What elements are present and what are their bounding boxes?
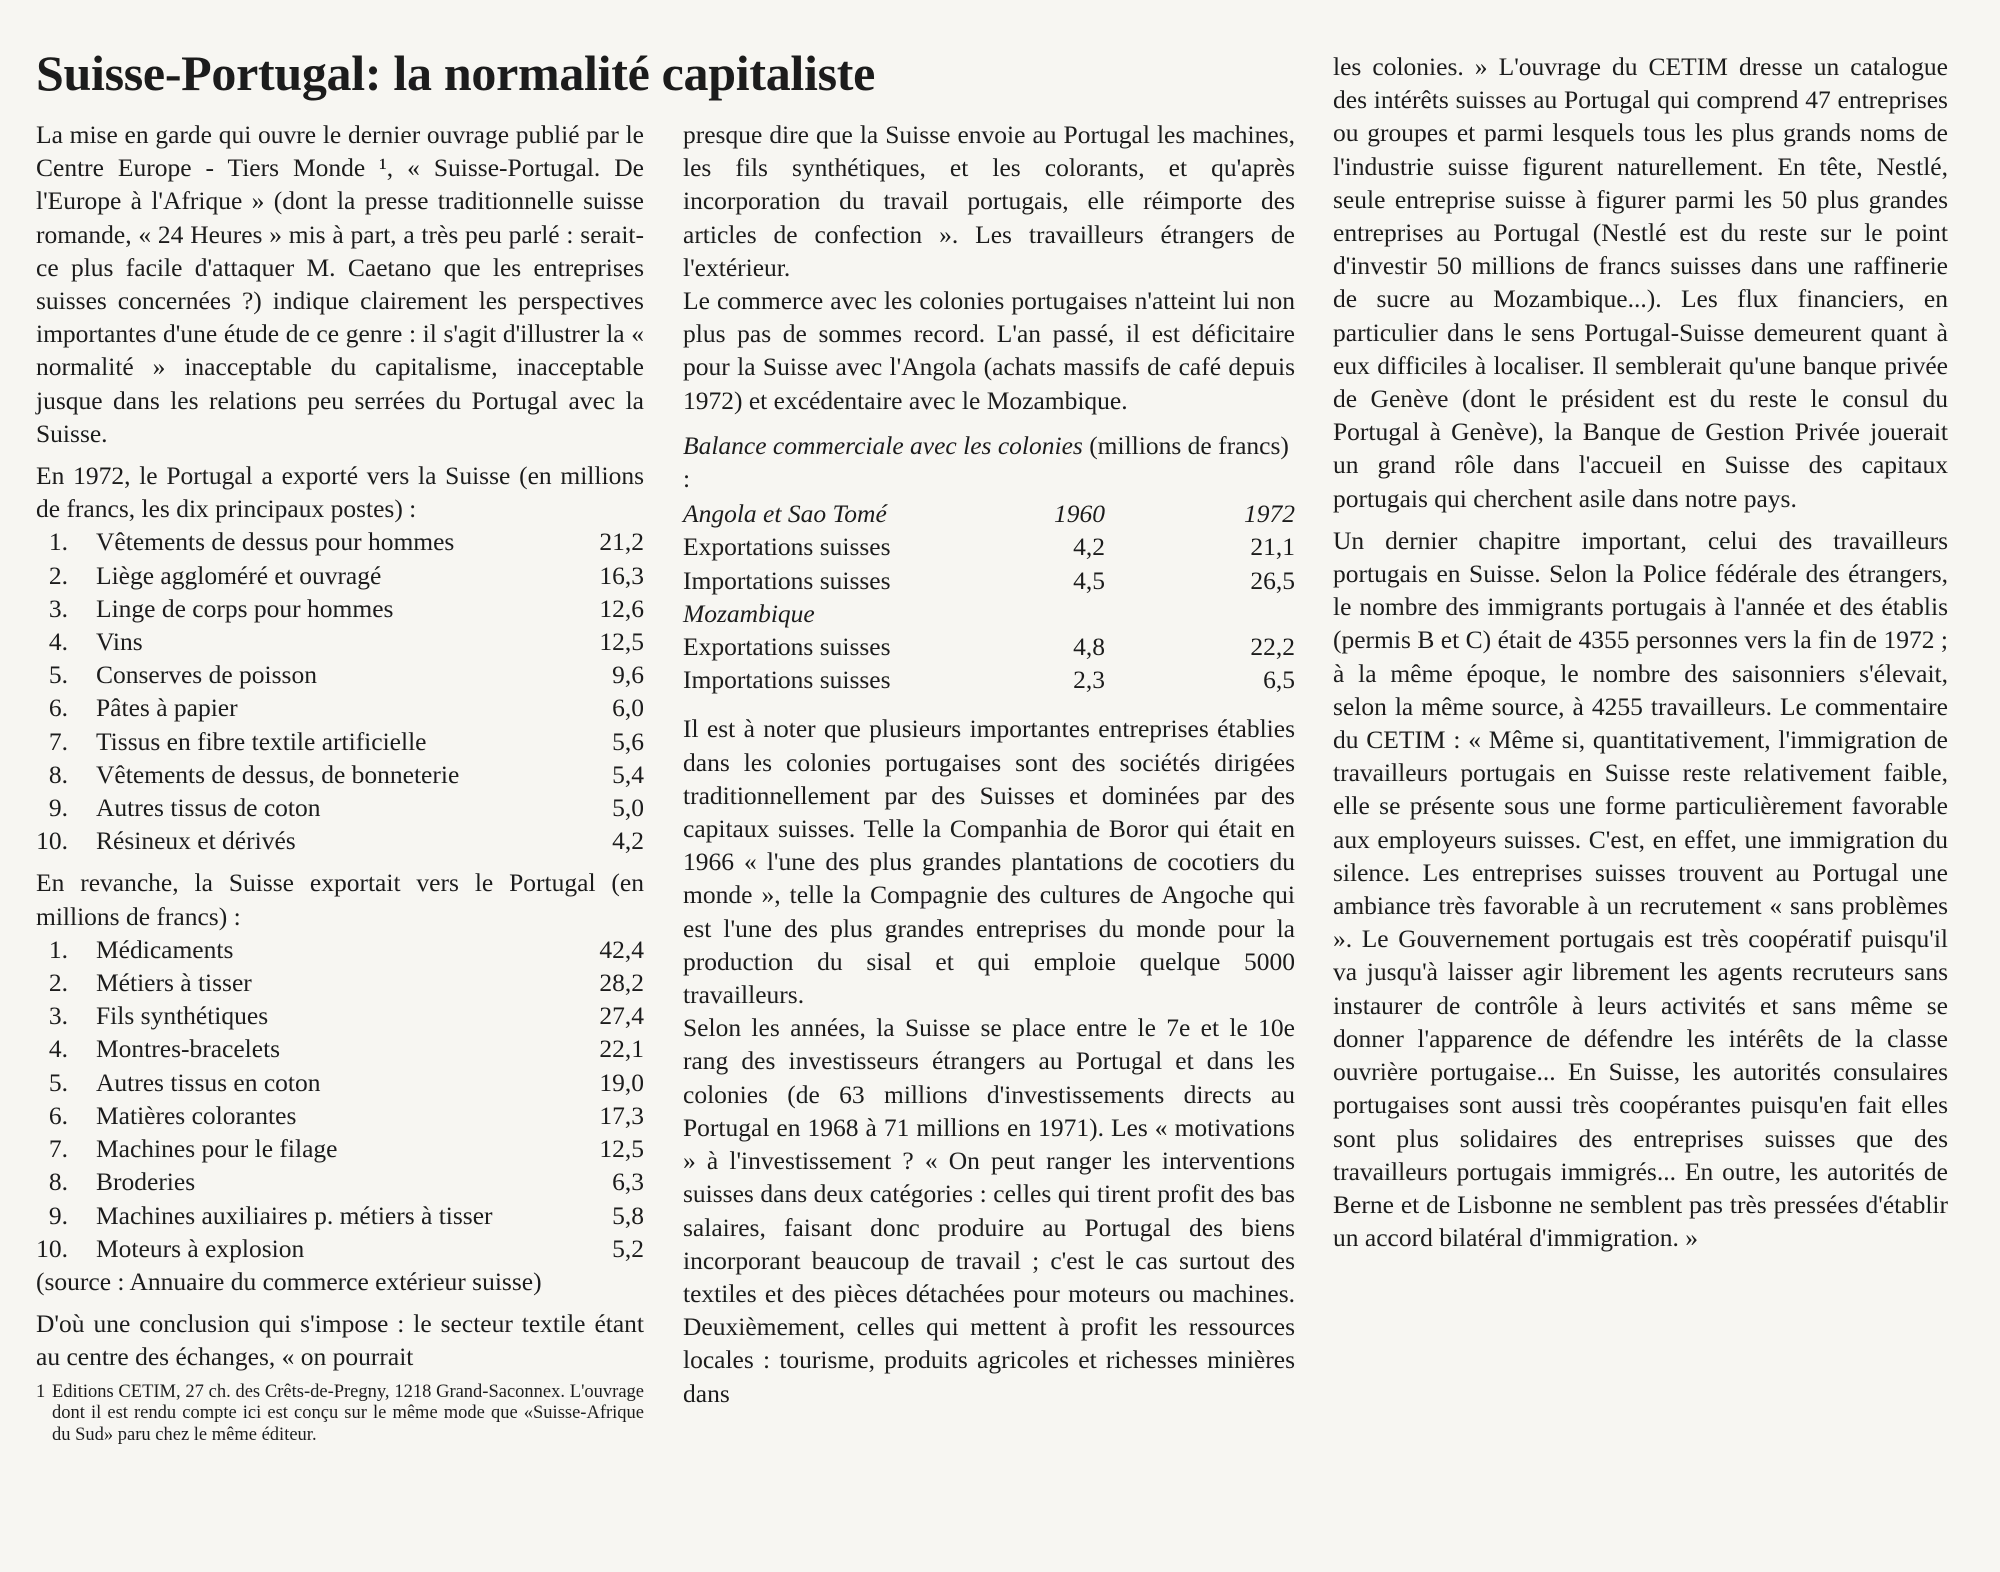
list-item-value: 22,1 bbox=[599, 1034, 644, 1064]
table-cell-value: 2,3 bbox=[1073, 665, 1105, 695]
column-1 bbox=[36, 118, 644, 1447]
list-item bbox=[36, 999, 644, 1032]
list-item-number: 10. bbox=[36, 1233, 68, 1263]
list-item-label: Pâtes à papier bbox=[96, 693, 238, 723]
list-item-label: Autres tissus de coton bbox=[96, 793, 321, 823]
footnote-text: Editions CETIM, 27 ch. des Crêts-de-Pregny, 1218 Grand-Saconnex. L'ouvrage dont il est rendu compte ici est conçu sur le même mode que «Suisse-Afrique du Sud» paru chez le même éditeur. bbox=[52, 1381, 644, 1446]
exports-list bbox=[36, 525, 644, 857]
list-item-label: Vêtements de dessus, de bonneterie bbox=[96, 759, 460, 789]
list-item-label: Linge de corps pour hommes bbox=[96, 593, 394, 623]
col2-paragraph-2: Le commerce avec les colonies portugaises n'atteint lui non plus pas de sommes record. L'an passé, il est déficitaire pour la Suisse avec l'Angola (achats massifs de café depuis 1972) et excédentaire avec le Mozambique. bbox=[683, 286, 1295, 415]
table-cell-value: 4,2 bbox=[1073, 532, 1105, 562]
list-item-number: 1. bbox=[48, 934, 68, 964]
table-row bbox=[683, 663, 1295, 696]
colonies-trade-table bbox=[683, 497, 1295, 696]
list-item-label: Résineux et dérivés bbox=[96, 826, 296, 856]
article-title: Suisse-Portugal: la normalité capitaliste bbox=[36, 45, 875, 101]
list-item-label: Vins bbox=[96, 627, 143, 657]
list-item bbox=[36, 1199, 644, 1232]
list-item bbox=[36, 658, 644, 691]
list-item-number: 2. bbox=[48, 560, 68, 590]
list-item-number: 7. bbox=[48, 1134, 68, 1164]
list-item-value: 5,6 bbox=[612, 726, 644, 756]
table-cell-value: 4,8 bbox=[1073, 632, 1105, 662]
footnote-mark: 1 bbox=[36, 1381, 46, 1402]
table-caption-italic: Balance commerciale avec les colonies bbox=[683, 430, 1083, 460]
table-row bbox=[683, 630, 1295, 663]
table-row bbox=[683, 530, 1295, 563]
list-item-number: 5. bbox=[48, 660, 68, 690]
list-item bbox=[36, 933, 644, 966]
list-item bbox=[36, 525, 644, 558]
list-item-number: 1. bbox=[48, 527, 68, 557]
table-row-label: Exportations suisses bbox=[683, 532, 891, 562]
list-item-number: 8. bbox=[48, 759, 68, 789]
table-header-year-1: 1960 bbox=[1054, 499, 1105, 529]
list-item-value: 5,8 bbox=[612, 1200, 644, 1230]
table-row bbox=[683, 564, 1295, 597]
table-caption bbox=[683, 429, 1295, 495]
table-row-label: Importations suisses bbox=[683, 565, 891, 595]
list-item bbox=[36, 791, 644, 824]
list-item bbox=[36, 824, 644, 857]
list-item-value: 12,5 bbox=[599, 627, 644, 657]
list-item-number: 7. bbox=[48, 726, 68, 756]
table-row-label: Exportations suisses bbox=[683, 632, 891, 662]
list-item bbox=[36, 758, 644, 791]
table-cell-value: 26,5 bbox=[1250, 565, 1295, 595]
list-item-number: 9. bbox=[48, 1200, 68, 1230]
table-header-label: Angola et Sao Tomé bbox=[683, 499, 887, 529]
list-item-value: 12,6 bbox=[599, 593, 644, 623]
list-item-value: 9,6 bbox=[612, 660, 644, 690]
list-item-number: 4. bbox=[48, 627, 68, 657]
list-item-value: 42,4 bbox=[599, 934, 644, 964]
list-item-label: Vêtements de dessus pour hommes bbox=[96, 527, 455, 557]
table-caption-rest: (millions de francs) : bbox=[683, 430, 1289, 494]
list-item bbox=[36, 592, 644, 625]
conclusion-paragraph: D'où une conclusion qui s'impose : le secteur textile étant au centre des échanges, « on pourrait bbox=[36, 1309, 644, 1372]
table-cell-value: 21,1 bbox=[1250, 532, 1295, 562]
list-item-label: Tissus en fibre textile artificielle bbox=[96, 726, 427, 756]
table-cell-value: 22,2 bbox=[1250, 632, 1295, 662]
list-item-value: 6,3 bbox=[612, 1167, 644, 1197]
imports-intro: En revanche, la Suisse exportait vers le Portugal (en millions de francs) : bbox=[36, 868, 644, 931]
list-item-number: 10. bbox=[36, 826, 68, 856]
list-item-label: Fils synthétiques bbox=[96, 1001, 269, 1031]
list-item-value: 21,2 bbox=[599, 527, 644, 557]
list-item-value: 5,0 bbox=[612, 793, 644, 823]
list-item-number: 8. bbox=[48, 1167, 68, 1197]
list-item bbox=[36, 1066, 644, 1099]
list-item bbox=[36, 1099, 644, 1132]
table-cell-value: 4,5 bbox=[1073, 565, 1105, 595]
list-item-label: Conserves de poisson bbox=[96, 660, 317, 690]
list-item-value: 5,4 bbox=[612, 759, 644, 789]
list-item-number: 9. bbox=[48, 793, 68, 823]
list-item bbox=[36, 691, 644, 724]
list-item-number: 3. bbox=[48, 1001, 68, 1031]
list-item-label: Médicaments bbox=[96, 934, 234, 964]
table-row-label: Importations suisses bbox=[683, 665, 891, 695]
list-item-number: 5. bbox=[48, 1067, 68, 1097]
footnote bbox=[36, 1382, 644, 1447]
list-item-label: Autres tissus en coton bbox=[96, 1067, 321, 1097]
list-item-label: Broderies bbox=[96, 1167, 196, 1197]
list-item bbox=[36, 559, 644, 592]
column-3 bbox=[1333, 50, 1948, 1263]
list-item bbox=[36, 1032, 644, 1065]
list-item-value: 28,2 bbox=[599, 968, 644, 998]
list-item bbox=[36, 1132, 644, 1165]
list-item-label: Matières colorantes bbox=[96, 1100, 297, 1130]
list-item bbox=[36, 625, 644, 658]
list-item-label: Moteurs à explosion bbox=[96, 1233, 305, 1263]
exports-intro: En 1972, le Portugal a exporté vers la Suisse (en millions de francs, les dix principaux postes) : bbox=[36, 461, 644, 524]
col3-paragraph-2: Un dernier chapitre important, celui des travailleurs portugais en Suisse. Selon la Police fédérale des étrangers, le nombre des immigrants portugais à l'année et des établis (permis B et C) était de 4355 personnes vers la fin de 1972 ; à la même époque, le nombre des saisonniers s'élevait, selon la même source, à 4255 travailleurs. Le commentaire du CETIM : « Même si, quantitativement, l'immigration de travailleurs portugais en Suisse reste relativement faible, elle se présente sous une forme particulièrement favorable aux employeurs suisses. C'est, en effet, une immigration du silence. Les entreprises suisses trouvent au Portugal une ambiance très favorable à un recrutement « sans problèmes ». Le Gouvernement portugais est très coopératif puisqu'il va jusqu'à laisser agir librement les agents recruteurs sans instaurer de contrôle à leurs activités et sans même se donner l'apparence de défendre les intérêts de la classe ouvrière portugaise... En Suisse, les autorités consulaires portugaises sont aussi très coopérantes puisqu'en fait elles sont plus solidaires des entreprises suisses que des travailleurs portugais immigrés... En outre, les autorités de Berne et de Lisbonne ne semblent pas très pressées d'établir un accord bilatéral d'immigration. » bbox=[1333, 525, 1948, 1253]
table-header-row bbox=[683, 497, 1295, 530]
list-item bbox=[36, 1232, 644, 1265]
table-cell-value: 6,5 bbox=[1263, 665, 1295, 695]
column-2 bbox=[683, 118, 1295, 1419]
table-section-row bbox=[683, 597, 1295, 630]
imports-list bbox=[36, 933, 644, 1265]
col2-paragraph-3: Il est à noter que plusieurs importantes entreprises établies dans les colonies portugaises sont des sociétés dirigées traditionnellement par des Suisses et dominées par des capitaux suisses. Telle la Companhia de Boror qui était en 1966 « l'une des plus grandes plantations de cocotiers du monde », telle la Compagnie des cultures de Angoche qui est l'une des plus grandes entreprises du monde pour la production du sisal et qui emploie quelque 5000 travailleurs. bbox=[683, 714, 1295, 1010]
list-item-number: 2. bbox=[48, 968, 68, 998]
list-item-value: 17,3 bbox=[599, 1100, 644, 1130]
list-item-number: 6. bbox=[48, 693, 68, 723]
list-item-label: Métiers à tisser bbox=[96, 968, 252, 998]
intro-paragraph: La mise en garde qui ouvre le dernier ouvrage publié par le Centre Europe - Tiers Monde ¹, « Suisse-Portugal. De l'Europe à l'Afrique » (dont la presse traditionnelle suisse romande, « 24 Heures » mis à part, a très peu parlé : serait-ce plus facile d'attaquer M. Caetano que les entreprises suisses concernées ?) indique clairement les perspectives importantes d'une étude de ce genre : il s'agit d'illustrer la « normalité » inacceptable du capitalisme, inacceptable jusque dans les relations peu serrées du Portugal avec la Suisse. bbox=[36, 120, 644, 448]
source-note: (source : Annuaire du commerce extérieur suisse) bbox=[36, 1266, 542, 1296]
list-item-value: 16,3 bbox=[599, 560, 644, 590]
table-header-year-2: 1972 bbox=[1244, 499, 1295, 529]
list-item-number: 4. bbox=[48, 1034, 68, 1064]
list-item-label: Montres-bracelets bbox=[96, 1034, 281, 1064]
list-item-number: 6. bbox=[48, 1100, 68, 1130]
list-item-value: 19,0 bbox=[599, 1067, 644, 1097]
list-item bbox=[36, 1165, 644, 1198]
list-item-value: 6,0 bbox=[612, 693, 644, 723]
list-item-label: Liège aggloméré et ouvragé bbox=[96, 560, 382, 590]
list-item-value: 4,2 bbox=[612, 826, 644, 856]
list-item bbox=[36, 725, 644, 758]
list-item-label: Machines pour le filage bbox=[96, 1134, 338, 1164]
list-item-value: 12,5 bbox=[599, 1134, 644, 1164]
list-item-label: Machines auxiliaires p. métiers à tisser bbox=[96, 1200, 493, 1230]
list-item-value: 5,2 bbox=[612, 1233, 644, 1263]
col3-paragraph-1: les colonies. » L'ouvrage du CETIM dresse un catalogue des intérêts suisses au Portugal qui comprend 47 entreprises ou groupes et parmi lesquels tous les plus grands noms de l'industrie suisse figurent naturellement. En tête, Nestlé, seule entreprise suisse à figurer parmi les 50 plus grandes entreprises au Portugal (Nestlé est du reste sur le point d'investir 50 millions de francs suisses dans une raffinerie de sucre au Mozambique...). Les flux financiers, en particulier dans le sens Portugal-Suisse demeurent quant à eux difficiles à localiser. Il semblerait qu'une banque privée de Genève (dont le président est du reste le consul du Portugal à Genève), la Banque de Gestion Privée jouerait un grand rôle dans l'accueil en Suisse des capitaux portugais qui cherchent asile dans notre pays. bbox=[1333, 52, 1948, 513]
table-section-label: Mozambique bbox=[683, 598, 815, 628]
col2-paragraph-4: Selon les années, la Suisse se place entre le 7e et le 10e rang des investisseurs étrangers au Portugal et dans les colonies (de 63 millions d'investissements directs au Portugal en 1968 à 71 millions en 1971). Les « motivations » à l'investissement ? « On peut ranger les interventions suisses dans deux catégories : celles qui tirent profit des bas salaires, faisant donc produire au Portugal des biens incorporant beaucoup de travail ; c'est le cas surtout des textiles et des pièces détachées pour moteurs ou machines. Deuxièmement, celles qui mettent à profit les ressources locales : tourisme, produits agricoles et richesses minières dans bbox=[683, 1013, 1295, 1408]
col2-paragraph-1: presque dire que la Suisse envoie au Portugal les machines, les fils synthétiques, et les colorants, et qu'après incorporation du travail portugais, elle réimporte des articles de confection ». Les travailleurs étrangers de l'extérieur. bbox=[683, 120, 1295, 282]
list-item-number: 3. bbox=[48, 593, 68, 623]
list-item-value: 27,4 bbox=[599, 1001, 644, 1031]
list-item bbox=[36, 966, 644, 999]
